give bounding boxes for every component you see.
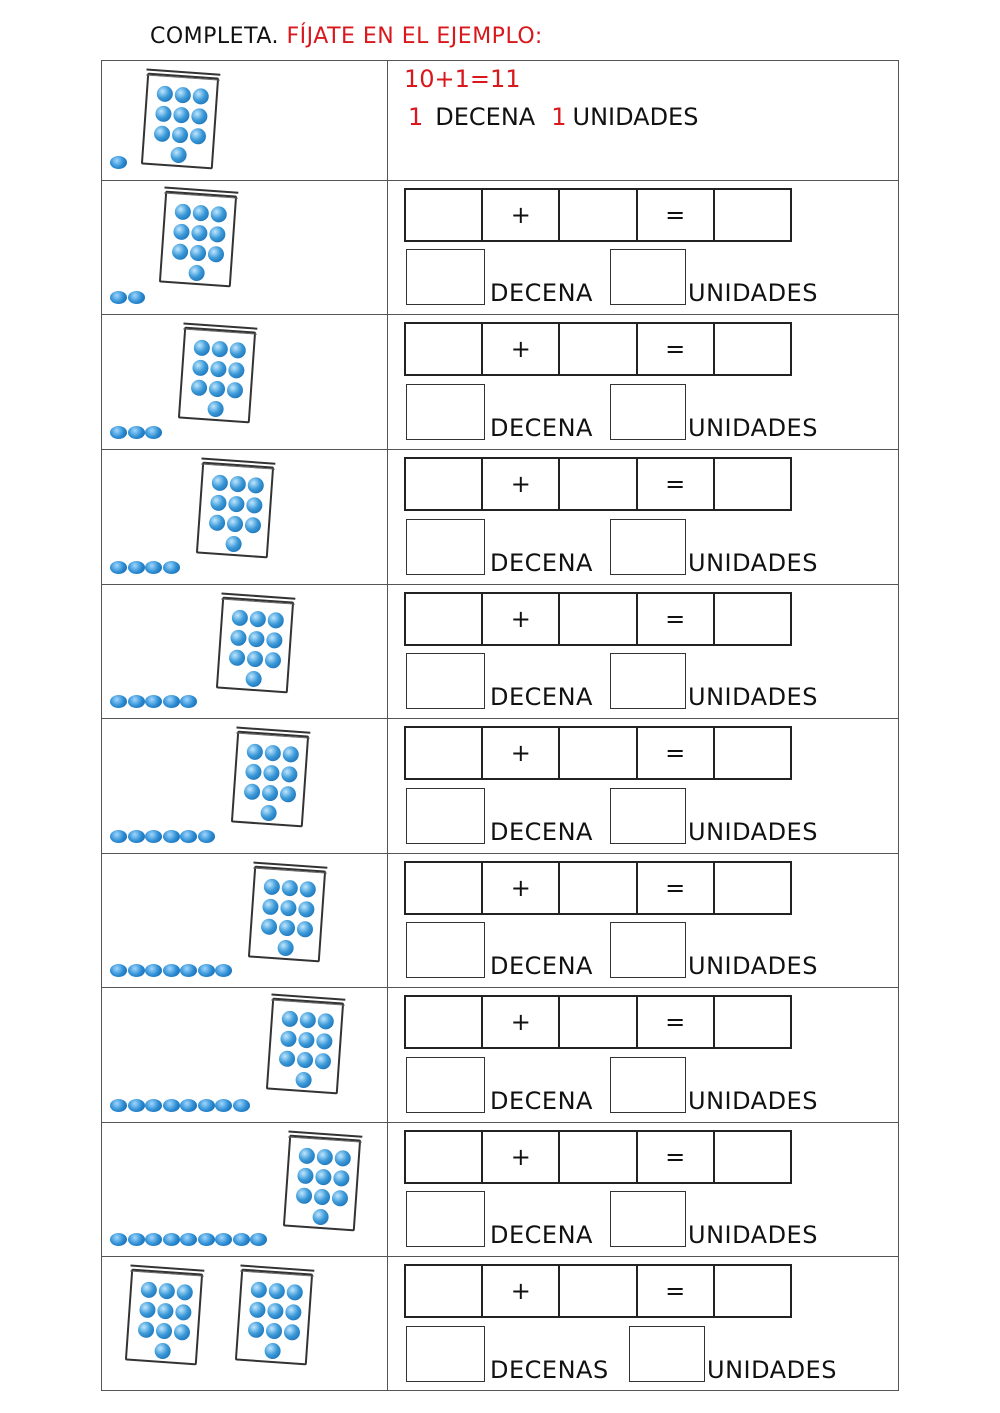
equation-strip xyxy=(404,457,792,511)
bead-icon xyxy=(295,1071,312,1088)
bead-icon xyxy=(173,107,190,124)
tens-answer-box[interactable] xyxy=(406,788,485,844)
plus-sign: + xyxy=(483,997,560,1047)
example-tens-value: 1 xyxy=(408,103,424,131)
bead-icon xyxy=(267,612,284,629)
bead-icon xyxy=(249,611,266,628)
bead-icon xyxy=(316,1149,333,1166)
worksheet-table xyxy=(101,60,899,1391)
tens-label: DECENA xyxy=(490,683,593,711)
bead-icon xyxy=(156,85,173,102)
bead-bag-icon xyxy=(248,866,326,963)
instruction-text: COMPLETA. xyxy=(150,24,279,49)
bead-icon xyxy=(189,244,206,261)
plus-sign: + xyxy=(483,324,560,374)
bead-icon xyxy=(261,918,278,935)
bead-icon xyxy=(173,223,190,240)
bead-icon xyxy=(230,629,247,646)
loose-bead-icon xyxy=(110,830,127,843)
bead-icon xyxy=(246,497,263,514)
plus-sign: + xyxy=(483,459,560,509)
loose-bead-icon xyxy=(180,964,197,977)
equation-strip xyxy=(404,995,792,1049)
loose-bead-icon xyxy=(198,1099,215,1112)
bead-icon xyxy=(139,1301,156,1318)
units-label: UNIDADES xyxy=(688,1087,818,1115)
bead-bag-icon xyxy=(266,998,344,1095)
bead-icon xyxy=(244,783,261,800)
answer-box[interactable] xyxy=(715,459,790,509)
bead-bag-icon xyxy=(235,1269,313,1366)
bead-icon xyxy=(263,878,280,895)
example-place-values xyxy=(408,103,698,131)
answer-box[interactable] xyxy=(406,728,483,778)
bead-bag-icon xyxy=(178,327,256,424)
bead-icon xyxy=(279,786,296,803)
bead-icon xyxy=(299,1012,316,1029)
bead-icon xyxy=(188,264,205,281)
answer-box[interactable] xyxy=(560,997,637,1047)
bead-bag-icon xyxy=(283,1135,361,1232)
loose-bead-icon xyxy=(145,1233,162,1246)
bead-icon xyxy=(266,632,283,649)
bead-icon xyxy=(261,784,278,801)
loose-bead-icon xyxy=(180,830,197,843)
bead-icon xyxy=(315,1169,332,1186)
bead-icon xyxy=(192,88,209,105)
bead-icon xyxy=(211,341,228,358)
units-answer-box[interactable] xyxy=(610,1191,686,1247)
answer-box[interactable] xyxy=(406,863,483,913)
bead-bag-icon xyxy=(231,731,309,828)
bead-icon xyxy=(172,243,189,260)
bead-icon xyxy=(246,650,263,667)
units-label: UNIDADES xyxy=(688,952,818,980)
bead-icon xyxy=(279,1050,296,1067)
tens-label: DECENA xyxy=(490,818,593,846)
equation-strip xyxy=(404,861,792,915)
loose-bead-icon xyxy=(128,426,145,439)
loose-bead-icon xyxy=(180,1099,197,1112)
bead-icon xyxy=(229,476,246,493)
exercise-row xyxy=(102,584,898,718)
bead-bag-icon xyxy=(141,73,219,170)
column-divider xyxy=(387,61,388,180)
exercise-row xyxy=(102,1122,898,1256)
loose-bead-icon xyxy=(110,561,127,574)
tens-label: DECENA xyxy=(490,414,593,442)
example-tens-label: DECENA xyxy=(435,103,536,131)
loose-bead-icon xyxy=(163,695,180,708)
bead-icon xyxy=(229,649,246,666)
bead-icon xyxy=(282,746,299,763)
bead-icon xyxy=(174,87,191,104)
exercise-row xyxy=(102,180,898,314)
loose-bead-icon xyxy=(198,964,215,977)
units-answer-box[interactable] xyxy=(610,922,686,978)
loose-bead-icon xyxy=(215,1099,232,1112)
answer-box[interactable] xyxy=(406,1266,483,1316)
column-divider xyxy=(387,315,388,449)
loose-bead-icon xyxy=(215,964,232,977)
instruction-header xyxy=(150,24,543,49)
bead-icon xyxy=(157,1303,174,1320)
loose-bead-icon xyxy=(163,830,180,843)
bead-icon xyxy=(331,1190,348,1207)
plus-sign: + xyxy=(483,1266,560,1316)
units-label: UNIDADES xyxy=(688,1221,818,1249)
equals-sign: = xyxy=(638,459,715,509)
bead-bag-icon xyxy=(196,462,274,559)
loose-bead-icon xyxy=(110,1233,127,1246)
units-label: UNIDADES xyxy=(688,683,818,711)
loose-bead-icon xyxy=(128,291,145,304)
equals-sign: = xyxy=(638,997,715,1047)
bead-icon xyxy=(298,1147,315,1164)
bead-icon xyxy=(207,400,224,417)
tens-label: DECENA xyxy=(490,279,593,307)
bead-icon xyxy=(283,1324,300,1341)
bead-icon xyxy=(277,939,294,956)
exercise-row xyxy=(102,718,898,853)
units-label: UNIDADES xyxy=(707,1356,837,1384)
bead-icon xyxy=(209,226,226,243)
bead-icon xyxy=(210,494,227,511)
bead-icon xyxy=(211,474,228,491)
bead-icon xyxy=(262,898,279,915)
equals-sign: = xyxy=(638,1266,715,1316)
exercise-row xyxy=(102,314,898,449)
answer-box[interactable] xyxy=(406,997,483,1047)
bead-icon xyxy=(191,225,208,242)
bead-icon xyxy=(246,743,263,760)
bead-icon xyxy=(229,342,246,359)
bead-icon xyxy=(226,515,243,532)
units-answer-box[interactable] xyxy=(610,653,686,709)
answer-box[interactable] xyxy=(406,459,483,509)
plus-sign: + xyxy=(483,863,560,913)
bead-icon xyxy=(264,1342,281,1359)
bead-icon xyxy=(334,1150,351,1167)
loose-bead-icon xyxy=(163,1099,180,1112)
loose-bead-icon xyxy=(180,695,197,708)
bead-icon xyxy=(245,670,262,687)
answer-box[interactable] xyxy=(715,324,790,374)
column-divider xyxy=(387,719,388,853)
equation-strip xyxy=(404,188,792,242)
loose-bead-icon xyxy=(128,695,145,708)
answer-box[interactable] xyxy=(715,997,790,1047)
bead-icon xyxy=(244,517,261,534)
bead-icon xyxy=(264,745,281,762)
bead-icon xyxy=(286,1284,303,1301)
equals-sign: = xyxy=(638,863,715,913)
tens-label: DECENA xyxy=(490,952,593,980)
answer-box[interactable] xyxy=(406,324,483,374)
answer-box[interactable] xyxy=(560,863,637,913)
bead-icon xyxy=(225,535,242,552)
bead-icon xyxy=(158,1283,175,1300)
loose-bead-icon xyxy=(128,1099,145,1112)
bead-icon xyxy=(192,359,209,376)
exercise-row xyxy=(102,1256,898,1391)
equals-sign: = xyxy=(638,324,715,374)
column-divider xyxy=(387,181,388,314)
example-row xyxy=(102,61,898,180)
loose-bead-icon xyxy=(145,426,162,439)
answer-box[interactable] xyxy=(560,1266,637,1316)
bead-icon xyxy=(191,108,208,125)
example-equation: 10+1=11 xyxy=(404,65,521,93)
answer-box[interactable] xyxy=(560,728,637,778)
bead-icon xyxy=(296,1187,313,1204)
bead-icon xyxy=(265,1322,282,1339)
loose-bead-icon xyxy=(250,1233,267,1246)
loose-bead-icon xyxy=(110,291,127,304)
loose-bead-icon xyxy=(198,830,215,843)
bead-icon xyxy=(296,921,313,938)
tens-answer-box[interactable] xyxy=(406,519,485,575)
bead-icon xyxy=(264,652,281,669)
bead-icon xyxy=(316,1033,333,1050)
bead-icon xyxy=(140,1281,157,1298)
loose-bead-icon xyxy=(110,695,127,708)
bead-icon xyxy=(314,1053,331,1070)
answer-box[interactable] xyxy=(715,190,790,240)
equals-sign: = xyxy=(638,190,715,240)
bead-icon xyxy=(248,631,265,648)
bead-icon xyxy=(189,128,206,145)
bead-icon xyxy=(191,379,208,396)
bead-icon xyxy=(333,1170,350,1187)
tens-answer-box[interactable] xyxy=(406,249,485,305)
plus-sign: + xyxy=(483,1132,560,1182)
tens-answer-box[interactable] xyxy=(406,1191,485,1247)
loose-bead-icon xyxy=(128,561,145,574)
bead-icon xyxy=(278,919,295,936)
bead-icon xyxy=(299,881,316,898)
exercise-row xyxy=(102,853,898,987)
loose-bead-icon xyxy=(145,830,162,843)
answer-box[interactable] xyxy=(560,594,637,644)
units-answer-box[interactable] xyxy=(610,249,686,305)
units-answer-box[interactable] xyxy=(629,1326,705,1382)
answer-box[interactable] xyxy=(715,728,790,778)
bead-icon xyxy=(228,362,245,379)
bead-icon xyxy=(280,900,297,917)
plus-sign: + xyxy=(483,728,560,778)
tens-answer-box[interactable] xyxy=(406,384,485,440)
bead-icon xyxy=(245,763,262,780)
loose-bead-icon xyxy=(163,964,180,977)
answer-box[interactable] xyxy=(715,863,790,913)
bead-icon xyxy=(297,1167,314,1184)
loose-bead-icon xyxy=(128,1233,145,1246)
column-divider xyxy=(387,854,388,987)
tens-label: DECENA xyxy=(490,1221,593,1249)
bead-icon xyxy=(281,766,298,783)
bead-icon xyxy=(267,1303,284,1320)
loose-bead-icon xyxy=(163,1233,180,1246)
example-units-label: UNIDADES xyxy=(572,103,699,131)
loose-bead-icon xyxy=(198,1233,215,1246)
column-divider xyxy=(387,585,388,718)
example-units-value: 1 xyxy=(551,103,567,131)
equals-sign: = xyxy=(638,728,715,778)
column-divider xyxy=(387,450,388,584)
loose-bead-icon xyxy=(110,426,127,439)
answer-box[interactable] xyxy=(560,459,637,509)
loose-bead-icon xyxy=(233,1233,250,1246)
bead-icon xyxy=(154,125,171,142)
equation-strip xyxy=(404,726,792,780)
bead-icon xyxy=(313,1188,330,1205)
answer-box[interactable] xyxy=(560,324,637,374)
tens-label: DECENAS xyxy=(490,1356,609,1384)
loose-bead-icon xyxy=(180,1233,197,1246)
tens-answer-box[interactable] xyxy=(406,922,485,978)
bead-icon xyxy=(296,1051,313,1068)
bead-icon xyxy=(154,1342,171,1359)
loose-bead-icon xyxy=(145,695,162,708)
bead-icon xyxy=(298,901,315,918)
tens-answer-box[interactable] xyxy=(406,1326,485,1382)
column-divider xyxy=(387,988,388,1122)
bead-icon xyxy=(317,1013,334,1030)
bead-icon xyxy=(209,514,226,531)
bead-icon xyxy=(210,361,227,378)
bead-icon xyxy=(175,1304,192,1321)
units-label: UNIDADES xyxy=(688,818,818,846)
bead-icon xyxy=(260,804,277,821)
bead-icon xyxy=(281,1010,298,1027)
bead-bag-icon xyxy=(216,597,294,694)
loose-bead-icon xyxy=(215,1233,232,1246)
units-answer-box[interactable] xyxy=(610,1057,686,1113)
bead-icon xyxy=(207,246,224,263)
bead-icon xyxy=(208,380,225,397)
bead-icon xyxy=(298,1032,315,1049)
units-label: UNIDADES xyxy=(688,549,818,577)
column-divider xyxy=(387,1123,388,1256)
loose-bead-icon xyxy=(145,964,162,977)
loose-bead-icon xyxy=(233,1099,250,1112)
units-answer-box[interactable] xyxy=(610,788,686,844)
bead-icon xyxy=(312,1208,329,1225)
loose-bead-icon xyxy=(163,561,180,574)
answer-box[interactable] xyxy=(715,594,790,644)
units-label: UNIDADES xyxy=(688,279,818,307)
bead-icon xyxy=(231,609,248,626)
bead-icon xyxy=(210,206,227,223)
loose-bead-icon xyxy=(110,156,127,169)
loose-bead-icon xyxy=(110,964,127,977)
plus-sign: + xyxy=(483,190,560,240)
answer-box[interactable] xyxy=(715,1266,790,1316)
loose-bead-icon xyxy=(128,964,145,977)
bead-icon xyxy=(171,126,188,143)
equation-strip xyxy=(404,592,792,646)
bead-icon xyxy=(170,146,187,163)
bead-icon xyxy=(281,880,298,897)
tens-answer-box[interactable] xyxy=(406,653,485,709)
tens-label: DECENA xyxy=(490,1087,593,1115)
loose-bead-icon xyxy=(128,830,145,843)
units-answer-box[interactable] xyxy=(610,384,686,440)
tens-label: DECENA xyxy=(490,549,593,577)
plus-sign: + xyxy=(483,594,560,644)
column-divider xyxy=(387,1257,388,1391)
bead-icon xyxy=(263,765,280,782)
loose-bead-icon xyxy=(110,1099,127,1112)
bead-icon xyxy=(192,205,209,222)
answer-box[interactable] xyxy=(406,1132,483,1182)
bead-icon xyxy=(174,203,191,220)
bead-icon xyxy=(247,477,264,494)
bead-icon xyxy=(155,1322,172,1339)
bead-icon xyxy=(249,1301,266,1318)
bead-icon xyxy=(193,339,210,356)
exercise-row xyxy=(102,449,898,584)
answer-box[interactable] xyxy=(406,190,483,240)
bead-icon xyxy=(176,1284,193,1301)
exercise-row xyxy=(102,987,898,1122)
units-label: UNIDADES xyxy=(688,414,818,442)
bead-icon xyxy=(226,382,243,399)
bead-bag-icon xyxy=(125,1269,203,1366)
loose-bead-icon xyxy=(145,1099,162,1112)
answer-box[interactable] xyxy=(560,190,637,240)
bead-icon xyxy=(228,496,245,513)
equals-sign: = xyxy=(638,1132,715,1182)
units-answer-box[interactable] xyxy=(610,519,686,575)
bead-icon xyxy=(285,1304,302,1321)
equation-strip xyxy=(404,322,792,376)
loose-bead-icon xyxy=(145,561,162,574)
equation-strip xyxy=(404,1264,792,1318)
bead-icon xyxy=(138,1321,155,1338)
tens-answer-box[interactable] xyxy=(406,1057,485,1113)
bead-icon xyxy=(268,1283,285,1300)
equals-sign: = xyxy=(638,594,715,644)
bead-icon xyxy=(173,1324,190,1341)
answer-box[interactable] xyxy=(715,1132,790,1182)
bead-icon xyxy=(250,1281,267,1298)
answer-box[interactable] xyxy=(406,594,483,644)
bead-icon xyxy=(280,1030,297,1047)
equation-strip xyxy=(404,1130,792,1184)
instruction-highlight: FÍJATE EN EL EJEMPLO: xyxy=(286,24,543,49)
bead-bag-icon xyxy=(159,191,237,288)
answer-box[interactable] xyxy=(560,1132,637,1182)
bead-icon xyxy=(248,1321,265,1338)
bead-icon xyxy=(155,105,172,122)
